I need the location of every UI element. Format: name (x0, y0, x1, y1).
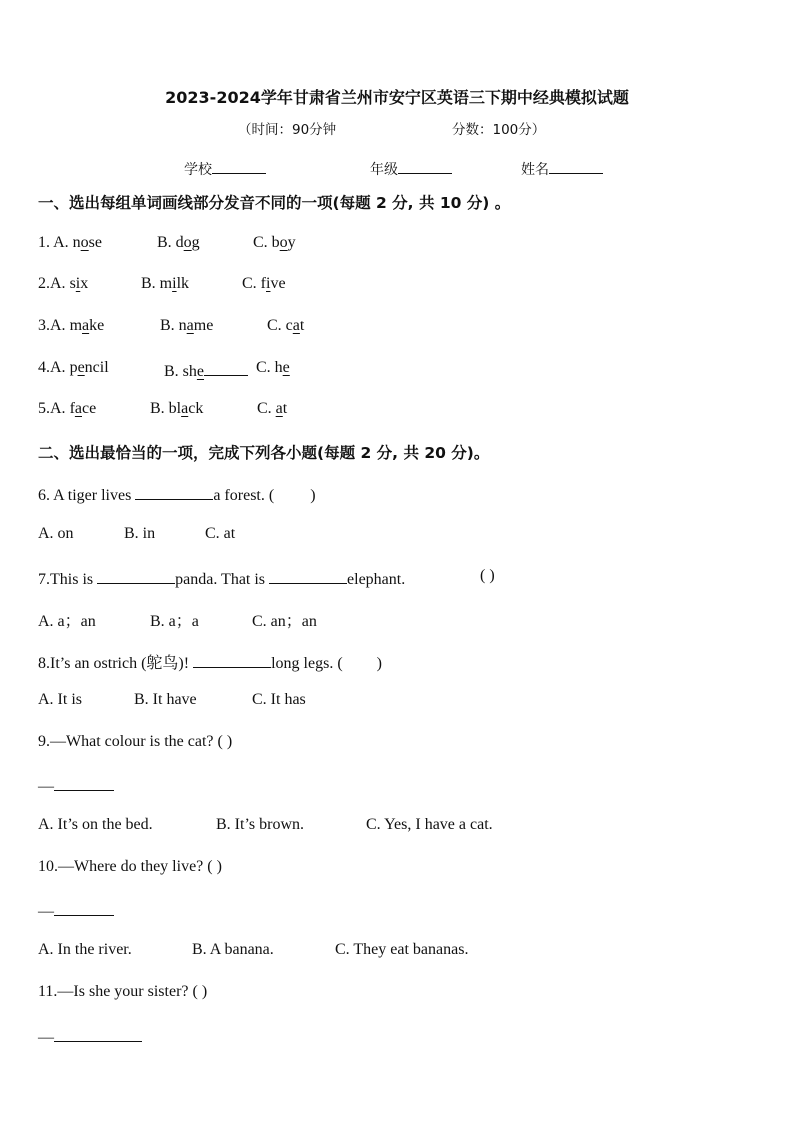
question-6: 6. A tiger lives a forest. ( ) (38, 483, 316, 505)
question-10: 10.—Where do they live? ( ) (38, 858, 222, 875)
school-blank[interactable] (212, 159, 266, 174)
question-6-blank[interactable] (135, 483, 213, 500)
question-5-option-b: B. black (150, 400, 204, 417)
question-9-option-c[interactable]: C. Yes, I have a cat. (366, 816, 493, 833)
question-2-option-c: C. five (242, 275, 286, 292)
question-7: 7.This is panda. That is elephant. (38, 567, 405, 589)
question-9: 9.—What colour is the cat? ( ) (38, 733, 233, 750)
question-4: 4.A. pencil (38, 359, 109, 376)
question-6-option-c[interactable]: C. at (205, 525, 236, 542)
question-11-answer-line: — (38, 1025, 142, 1047)
name-blank[interactable] (549, 159, 603, 174)
question-10-option-c[interactable]: C. They eat bananas. (335, 941, 469, 958)
question-8: 8.It’s an ostrich (鸵鸟)! long legs. ( ) (38, 650, 382, 673)
question-5-option-c: C. at (257, 400, 288, 417)
question-1: 1. A. nose (38, 234, 102, 251)
question-9-answer-blank[interactable] (54, 774, 114, 791)
question-4-underline (204, 359, 248, 376)
question-5: 5.A. face (38, 400, 97, 417)
question-7-option-b[interactable]: B. a；a (150, 613, 199, 630)
question-9-option-a[interactable]: A. It’s on the bed. (38, 816, 153, 833)
name-label: 姓名 (521, 162, 549, 178)
question-10-option-b[interactable]: B. A banana. (192, 941, 274, 958)
question-8-option-a[interactable]: A. It is (38, 691, 82, 708)
question-8-blank[interactable] (193, 651, 271, 668)
question-6-option-a[interactable]: A. on (38, 525, 74, 542)
question-9-answer-line: — (38, 774, 114, 796)
grade-blank[interactable] (398, 159, 452, 174)
grade-field (370, 159, 452, 179)
section-2-heading: 二、选出最恰当的一项，完成下列各小题(每题 2 分, 共 20 分)。 (38, 444, 490, 462)
question-3: 3.A. make (38, 317, 105, 334)
question-10-answer-line: — (38, 899, 114, 921)
question-2: 2.A. six (38, 275, 89, 292)
question-4-option-c: C. he (256, 359, 290, 376)
school-label: 学校 (184, 162, 212, 178)
exam-time: （时间：90分钟 (238, 122, 337, 138)
name-field (521, 159, 603, 179)
exam-score: 分数：100分） (452, 122, 546, 138)
page-title: 2023-2024学年甘肃省兰州市安宁区英语三下期中经典模拟试题 (165, 88, 629, 107)
question-7-paren: ( ) (480, 567, 495, 584)
question-7-blank-2[interactable] (269, 567, 347, 584)
question-3-option-c: C. cat (267, 317, 305, 334)
question-7-option-a[interactable]: A. a；an (38, 613, 96, 630)
grade-label: 年级 (370, 162, 398, 178)
question-10-answer-blank[interactable] (54, 899, 114, 916)
question-11: 11.—Is she your sister? ( ) (38, 983, 208, 1000)
school-field (184, 159, 266, 179)
question-4-option-b: B. she (164, 359, 248, 381)
question-10-option-a[interactable]: A. In the river. (38, 941, 132, 958)
question-7-blank-1[interactable] (97, 567, 175, 584)
question-7-option-c[interactable]: C. an；an (252, 613, 317, 630)
question-1-option-b: B. dog (157, 234, 200, 251)
question-3-option-b: B. name (160, 317, 214, 334)
question-1-option-c: C. boy (253, 234, 296, 251)
question-8-option-b[interactable]: B. It have (134, 691, 197, 708)
question-9-option-b[interactable]: B. It’s brown. (216, 816, 304, 833)
section-1-heading: 一、选出每组单词画线部分发音不同的一项(每题 2 分, 共 10 分) 。 (38, 194, 511, 212)
question-2-option-b: B. milk (141, 275, 190, 292)
question-6-option-b[interactable]: B. in (124, 525, 156, 542)
question-11-answer-blank[interactable] (54, 1025, 142, 1042)
question-8-option-c[interactable]: C. It has (252, 691, 306, 708)
